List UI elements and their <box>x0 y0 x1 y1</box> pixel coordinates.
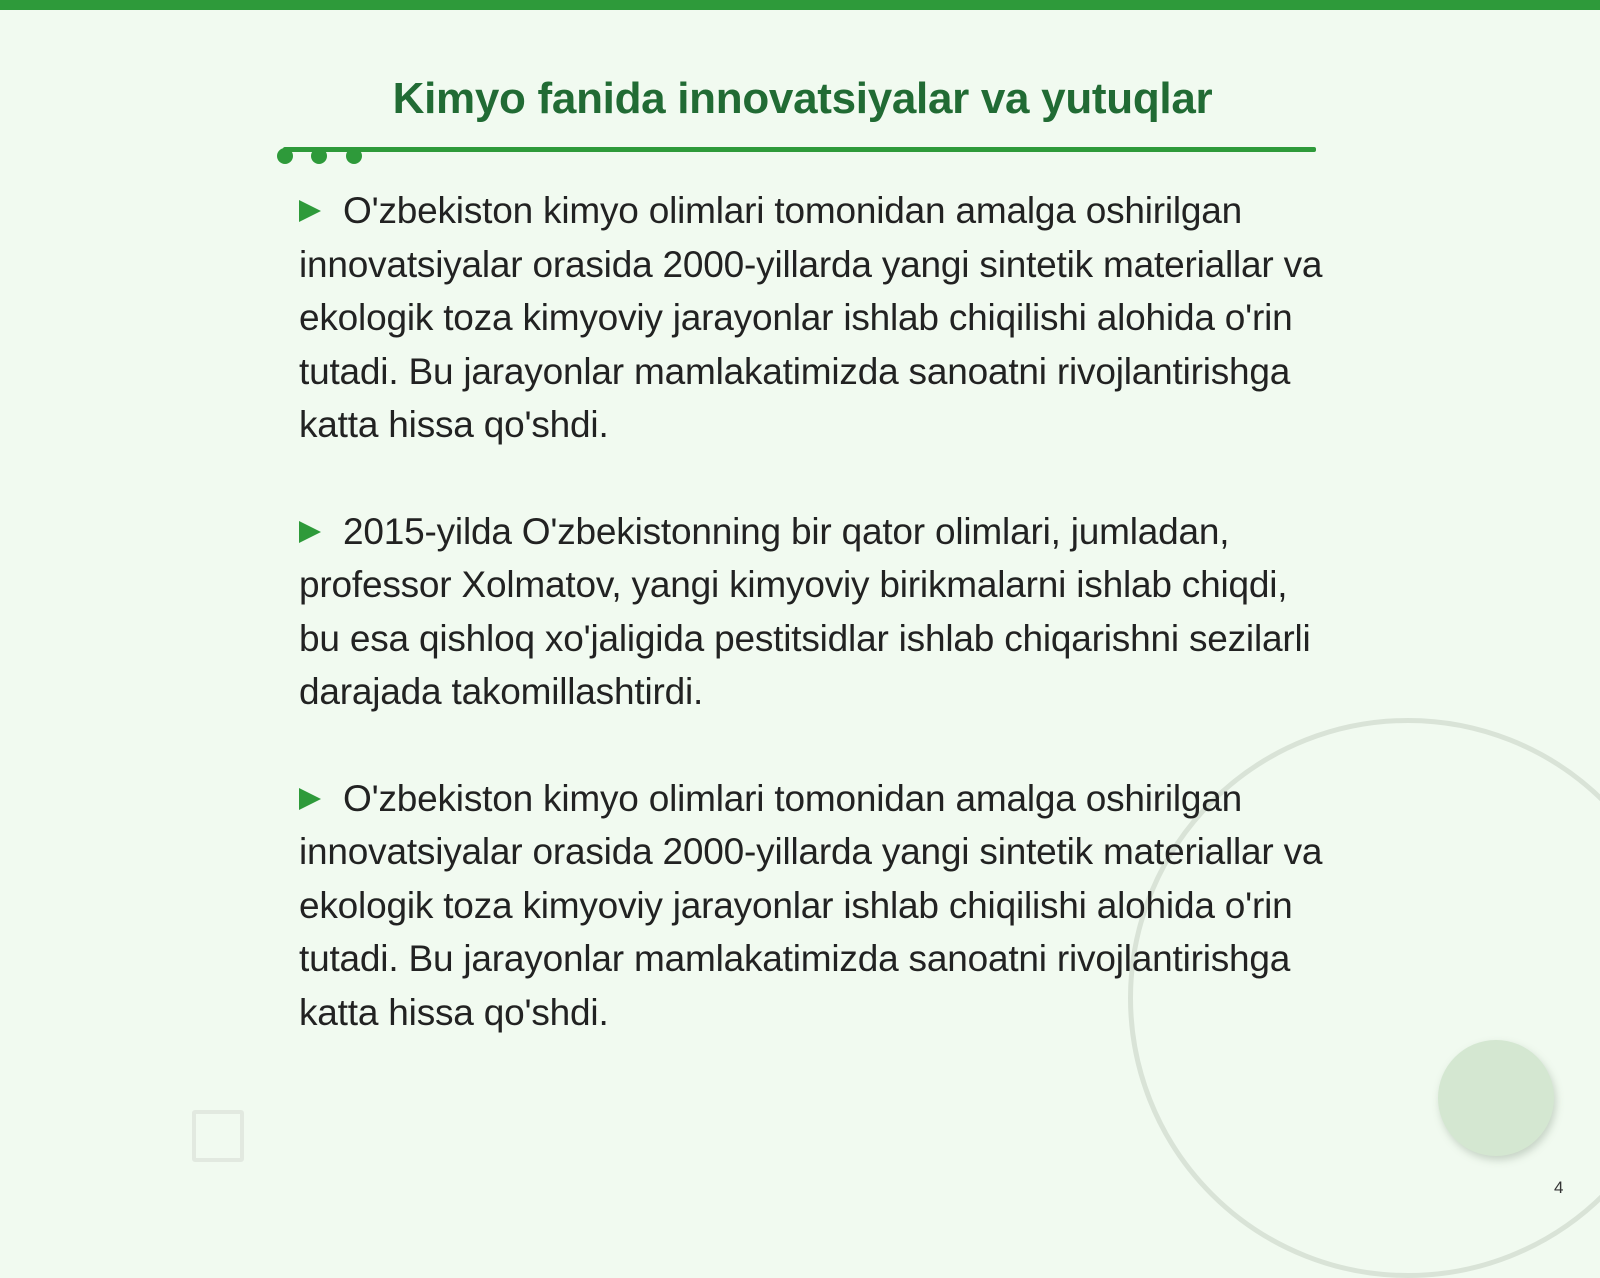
bullet-triangle-icon <box>299 521 321 543</box>
paragraph-text: O'zbekiston kimyo olimlari tomonidan amalga oshirilgan innovatsiyalar orasida 2000-yillarda yangi sintetik materiallar va ekologik toza kimyoviy jarayonlar ishlab chiqilishi alohida o'rin tutadi. Bu jarayonlar mamlakatimizda sanoatni rivojlantirishga katta hissa qo'shdi. <box>299 777 1323 1033</box>
bullet-paragraph <box>299 505 1329 719</box>
decorative-circle <box>1438 1040 1554 1156</box>
decorative-square <box>192 1110 244 1162</box>
top-accent-bar <box>0 0 1600 10</box>
bullet-paragraph <box>299 772 1329 1040</box>
bullet-triangle-icon <box>299 788 321 810</box>
title-dot <box>346 148 362 164</box>
bullet-paragraph <box>299 184 1329 452</box>
bullet-triangle-icon <box>299 200 321 222</box>
paragraph-text: 2015-yilda O'zbekistonning bir qator olimlari, jumladan, professor Xolmatov, yangi kimyoviy birikmalarni ishlab chiqdi, bu esa qishloq xo'jaligida pestitsidlar ishlab chiqarishni sezilarli darajada takomillashtirdi. <box>299 510 1311 712</box>
slide-content <box>299 184 1329 1092</box>
paragraph-text: O'zbekiston kimyo olimlari tomonidan amalga oshirilgan innovatsiyalar orasida 2000-yillarda yangi sintetik materiallar va ekologik toza kimyoviy jarayonlar ishlab chiqilishi alohida o'rin tutadi. Bu jarayonlar mamlakatimizda sanoatni rivojlantirishga katta hissa qo'shdi. <box>299 190 1323 445</box>
title-dot <box>277 148 293 164</box>
title-dot <box>311 148 327 164</box>
page-number: 4 <box>1554 1178 1564 1197</box>
title-underline <box>283 147 1316 152</box>
slide-title: Kimyo fanida innovatsiyalar va yutuqlar <box>392 74 1213 123</box>
